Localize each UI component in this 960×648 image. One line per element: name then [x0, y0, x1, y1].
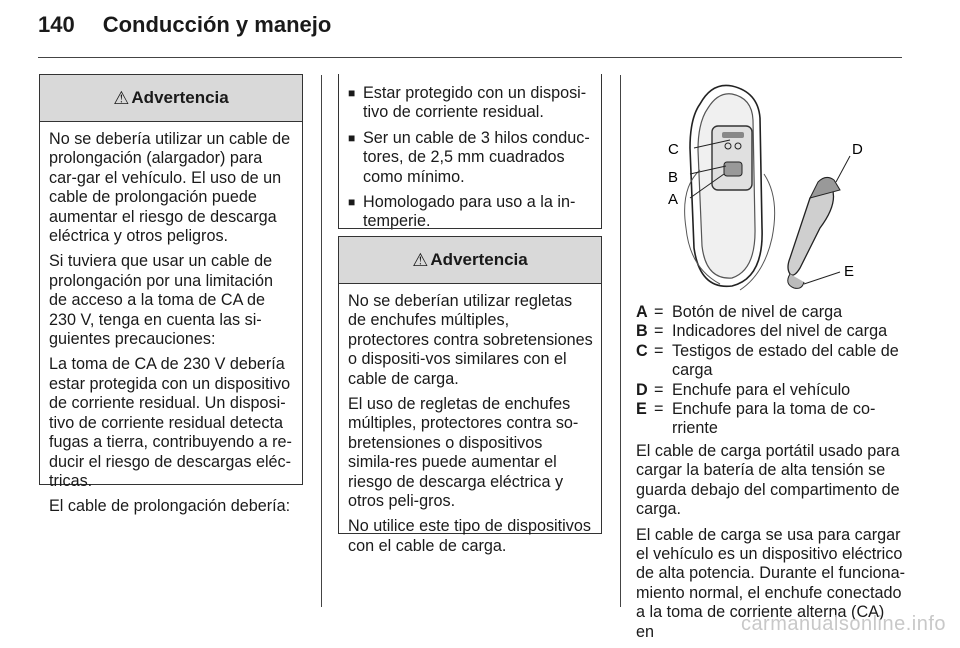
legend-row: [636, 303, 906, 322]
page-title: Conducción y manejo: [102, 12, 332, 37]
warning-heading-text: Advertencia: [131, 88, 229, 107]
warning-paragraph: No utilice este tipo de dispositivos con el cable de carga.: [348, 517, 591, 555]
bullet-square-icon: ■: [348, 86, 356, 100]
figure-label-a: A: [668, 191, 679, 208]
body-paragraph: El cable de carga portátil usado para cargar la batería de alta tensión se guarda debajo del compartimento de carga.: [636, 442, 900, 519]
warning-paragraph: Si tuviera que usar un cable de prolongación por una limitación de acceso a la toma de CA de 230 V, tenga en cuenta las si-guientes precauciones:: [49, 252, 274, 349]
warning-heading-text: Advertencia: [430, 250, 528, 269]
legend-key: E: [636, 400, 647, 419]
warning-box-heading: [40, 74, 302, 122]
warning-triangle-icon: ⚠: [412, 249, 429, 270]
figure-legend: [636, 303, 906, 439]
legend-key: C: [636, 341, 648, 360]
header-divider: [38, 57, 902, 58]
column-divider-1: [321, 75, 322, 607]
charging-cable-illustration: [660, 78, 900, 300]
legend-text: Enchufe para el vehículo: [672, 380, 851, 399]
legend-text: Testigos de estado del cable de carga: [672, 341, 899, 380]
legend-text: Botón de nivel de carga: [672, 303, 843, 321]
page-header: [38, 12, 331, 38]
warning-triangle-icon: ⚠: [113, 87, 130, 108]
figure-label-c: C: [668, 141, 679, 158]
legend-row: [636, 322, 906, 341]
page-number: 140: [38, 12, 75, 37]
legend-row: [636, 342, 906, 381]
legend-key: A: [636, 303, 648, 321]
list-item-text: Ser un cable de 3 hilos conduc-tores, de 2,5 mm cuadrados como mínimo.: [363, 128, 590, 186]
warning-box-extension-cord: [39, 74, 303, 516]
legend-equals: =: [654, 341, 664, 360]
warning-box-heading: [339, 236, 601, 284]
warning-paragraph: El cable de prolongación debería:: [49, 497, 291, 516]
watermark: carmanualsonline.info: [740, 613, 946, 635]
bullet-square-icon: ■: [348, 195, 356, 210]
bullet-square-icon: ■: [348, 130, 356, 145]
warning-paragraph: La toma de CA de 230 V debería estar protegida con un dispositivo de corriente residual. Un disposi-tivo de corriente residual detecta fugas a tierra, contribuyendo a re-ducir el riesgo de descargas eléc-tricas.: [49, 355, 292, 490]
figure-label-b: B: [668, 169, 679, 186]
figure-label-d: D: [852, 141, 863, 158]
column-divider-2: [620, 75, 621, 607]
warning-box-power-strip: [338, 236, 602, 555]
body-paragraph: El cable de carga se usa para cargar el vehículo es un dispositivo eléctrico de alta potencia. Durante el funciona-miento normal, el enchufe conectado a la toma de corriente alterna (CA) en: [636, 525, 906, 641]
legend-row: [636, 381, 906, 400]
warning-paragraph: No se deberían utilizar regletas de enchufes múltiples, protectores contra sobretensiones o dispositi-vos similares con el cable de carga.: [348, 292, 593, 388]
legend-key: B: [636, 322, 648, 341]
legend-equals: =: [654, 380, 664, 399]
list-frame: [338, 74, 602, 229]
list-item-text: Estar protegido con un disposi-tivo de corriente residual.: [363, 84, 587, 122]
warning-paragraph: El uso de regletas de enchufes múltiples, protectores contra so-bretensiones o dispositivos simila-res puede aumentar el riesgo de descarga eléctrica y otros peli-gros.: [348, 395, 579, 511]
legend-equals: =: [654, 303, 664, 321]
legend-row: [636, 400, 906, 439]
warning-paragraph: No se debería utilizar un cable de prolongación (alargador) para car-gar el vehículo. El uso de un cable de prolongación puede aumentar el riesgo de descarga eléctrica y otros peligros.: [49, 130, 291, 246]
figure-label-e: E: [844, 263, 855, 280]
legend-key: D: [636, 380, 648, 399]
legend-text: Enchufe para la toma de co-rriente: [672, 400, 876, 438]
legend-equals: =: [654, 400, 664, 419]
legend-equals: =: [654, 322, 664, 341]
legend-text: Indicadores del nivel de carga: [672, 322, 888, 341]
list-item-text: Homologado para uso a la in-temperie.: [363, 193, 576, 231]
